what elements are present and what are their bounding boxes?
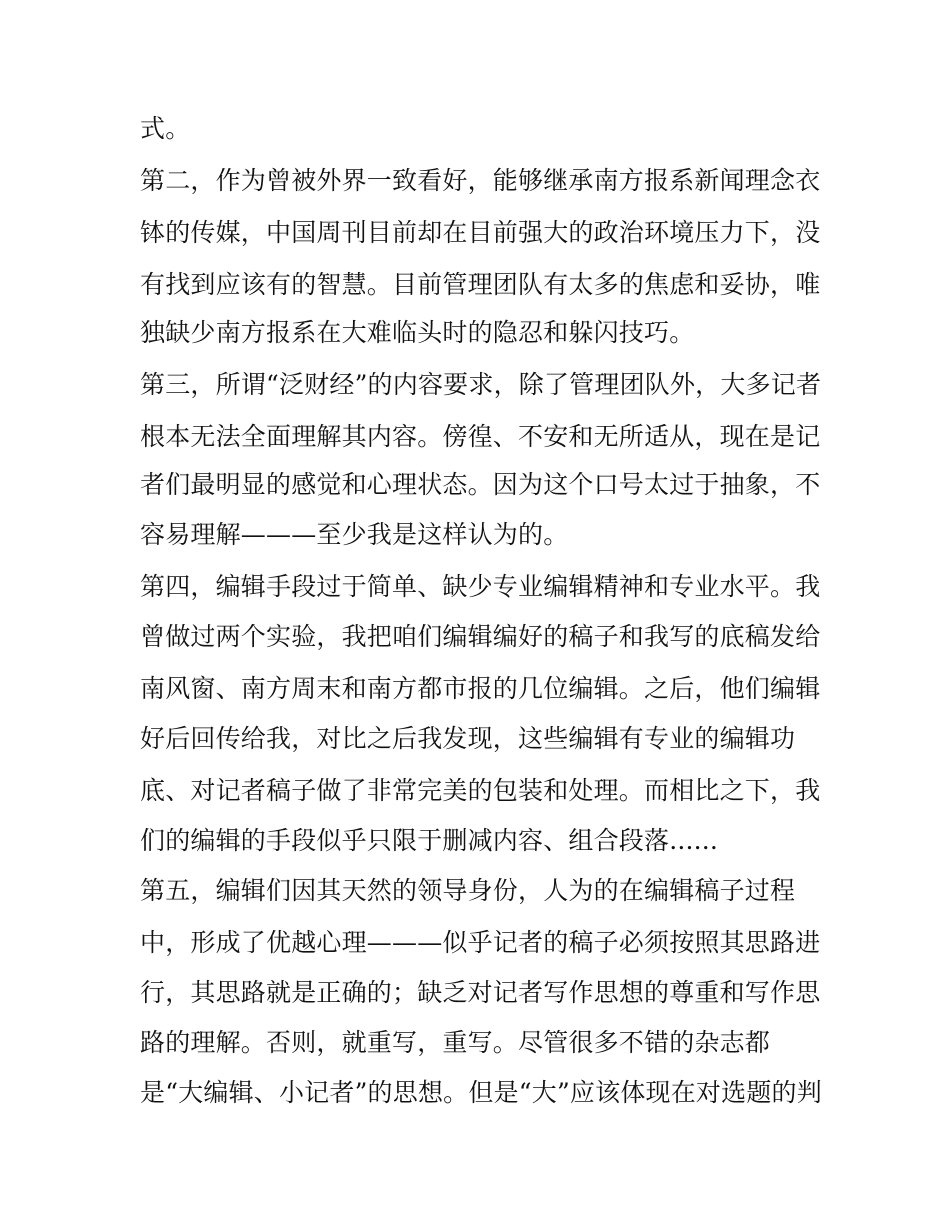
text-line: 路的理解。否则，就重写，重写。尽管很多不错的杂志都 [140, 1028, 771, 1057]
text-line: 容易理解———至少我是这样认为的。 [140, 520, 569, 549]
text-line: 第三，所谓“泛财经”的内容要求，除了管理团队外，大多记者 [140, 370, 822, 399]
text-line: 根本无法全面理解其内容。傍徨、不安和无所适从，现在是记 [140, 422, 821, 451]
text-line: 钵的传媒，中国周刊目前却在目前强大的政治环境压力下，没 [140, 218, 821, 247]
text-line: 第五，编辑们因其天然的领导身份，人为的在编辑稿子过程 [140, 876, 796, 905]
text-line: 独缺少南方报系在大难临头时的隐忍和躲闪技巧。 [140, 318, 695, 347]
text-line: 第四，编辑手段过于简单、缺少专业编辑精神和专业水平。我 [140, 572, 821, 601]
text-line: 者们最明显的感觉和心理状态。因为这个口号太过于抽象，不 [140, 470, 821, 499]
text-line: 中，形成了优越心理———似乎记者的稿子必须按照其思路进 [140, 928, 821, 957]
text-line: 有找到应该有的智慧。目前管理团队有太多的焦虑和妥协，唯 [140, 270, 821, 299]
text-line: 南风窗、南方周末和南方都市报的几位编辑。之后，他们编辑 [140, 674, 821, 703]
text-line: 式。 [140, 114, 191, 143]
text-line: 曾做过两个实验，我把咱们编辑编好的稿子和我写的底稿发给 [140, 622, 821, 651]
text-line: 好后回传给我，对比之后我发现，这些编辑有专业的编辑功 [140, 724, 796, 753]
text-line: 们的编辑的手段似乎只限于删减内容、组合段落...... [140, 826, 719, 855]
text-line: 行，其思路就是正确的；缺乏对记者写作思想的尊重和写作思 [140, 978, 821, 1007]
text-line: 是“大编辑、小记者”的思想。但是“大”应该体现在对选题的判 [140, 1078, 822, 1107]
text-line: 第二，作为曾被外界一致看好，能够继承南方报系新闻理念衣 [140, 166, 821, 195]
text-line: 底、对记者稿子做了非常完美的包装和处理。而相比之下，我 [140, 776, 821, 805]
